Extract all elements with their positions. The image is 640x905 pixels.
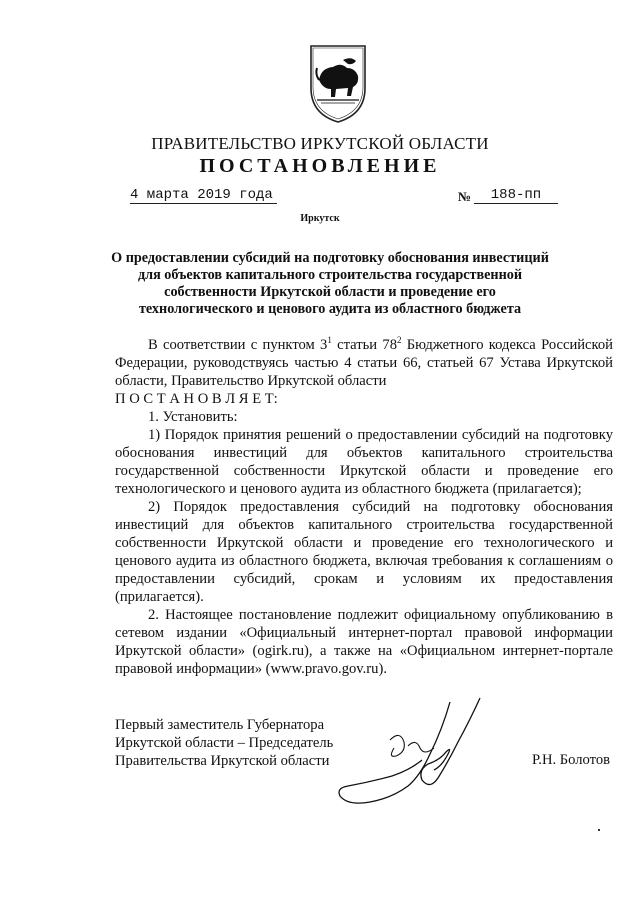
decree-word: П О С Т А Н О В Л Я Е Т: xyxy=(115,391,278,407)
number-sign: № xyxy=(458,189,472,204)
document-subject: О предоставлении субсидий на подготовку обоснования инвестиций для объектов капитального строительства государственной собственности Иркутской области и проведение его технологического и ценового аудита из областного бюджета xyxy=(111,250,549,317)
signer-position-line-1: Первый заместитель Губернатора xyxy=(115,717,325,733)
item-1-2: 2) Порядок предоставления субсидий на подготовку обоснования инвестиций для объектов капитального строительства государственной собственности Иркутской области и проведение его технологического и ценового аудита из областного бюджета, включая требования к соглашениям о предоставлении субсидий, срокам и условиям их предоставления (прилагается). xyxy=(115,499,613,605)
superscript-2: 2 xyxy=(397,335,402,345)
document-city: Иркутск xyxy=(300,213,340,224)
signer-position-line-3: Правительства Иркутской области xyxy=(115,753,330,769)
signer-position xyxy=(115,716,333,770)
item-2: 2. Настоящее постановление подлежит официальному опубликованию в сетевом издании «Официальный интернет-портал правовой информации Иркутской области» (ogirk.ru), а также на «Официальном интернет-портале правовой информации» (www.pravo.gov.ru). xyxy=(115,607,613,677)
document-type-title: ПОСТАНОВЛЕНИЕ xyxy=(199,155,441,177)
document-number: 188-пп xyxy=(474,187,558,204)
superscript-1: 1 xyxy=(327,335,332,345)
item-1-1: 1) Порядок принятия решений о предоставлении субсидий на подготовку обоснования инвестиций для объектов капитального строительства государственной собственности Иркутской области и проведение его технологического и ценового аудита из областного бюджета (прилагается); xyxy=(115,427,613,497)
signer-position-line-2: Иркутской области – Председатель xyxy=(115,735,334,751)
document-date: 4 марта 2019 года xyxy=(130,187,277,204)
handwritten-signature xyxy=(330,690,510,830)
document-body xyxy=(115,336,613,678)
item-1: 1. Установить: xyxy=(148,409,238,425)
preamble-paragraph: В соответствии с пунктом $3^1$ статьи $78^2$ Бюджетного кодекса Российской Федерации, руководствуясь частью 4 статьи 66, статьей 67 Устава Иркутской области, Правительство Иркутской области xyxy=(115,335,613,389)
coat-of-arms-emblem xyxy=(303,40,373,125)
scan-speck xyxy=(598,829,600,831)
government-name: ПРАВИТЕЛЬСТВО ИРКУТСКОЙ ОБЛАСТИ xyxy=(151,134,489,153)
signer-name: Р.Н. Болотов xyxy=(532,752,611,768)
